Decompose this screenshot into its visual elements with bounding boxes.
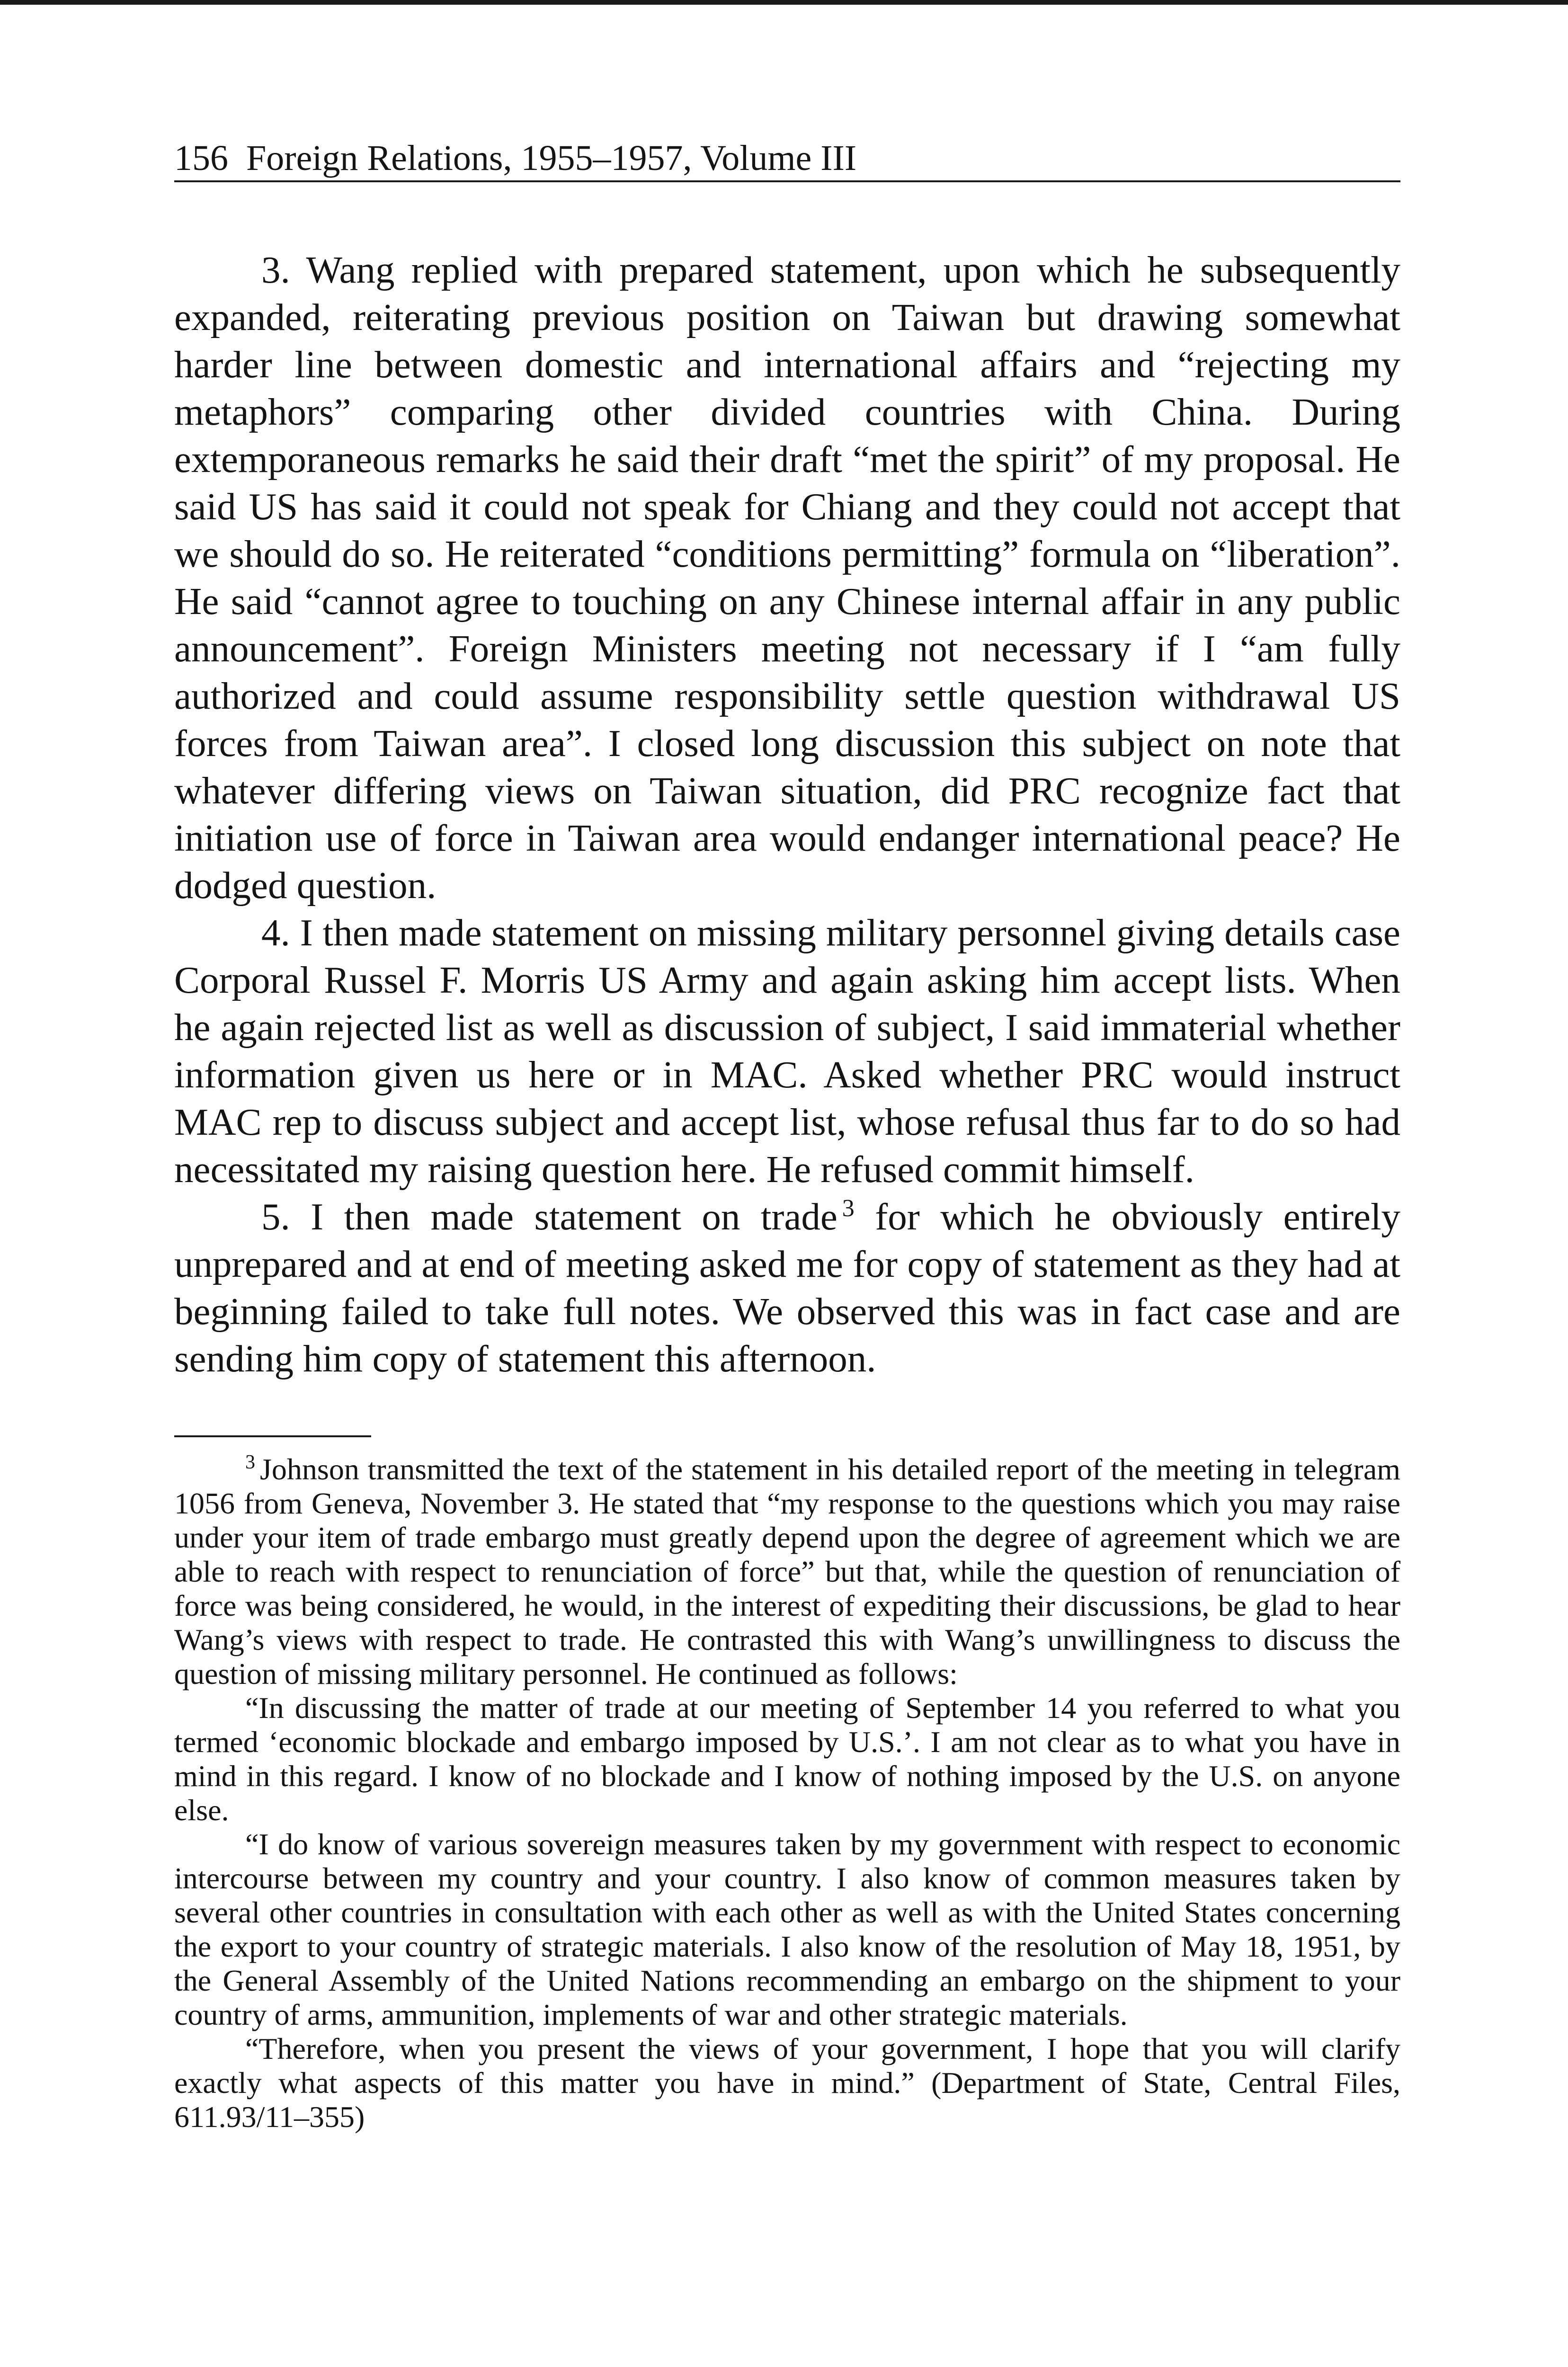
footnotes [174,1452,1400,2134]
paragraph-5-text-end: for which he obviously entirely unprepared and at end of meeting asked me for copy of statement as they had at beginning failed to take full notes. We observed this was in fact case and are sending him copy of statement this afternoon. [174,1195,1400,1380]
running-title: Foreign Relations, 1955–1957, Volume III [246,138,857,178]
footnote-3-paragraph-1 [174,1452,1400,1691]
footnote-separator [174,1435,371,1437]
footnote-reference: 3 [842,1194,855,1222]
paragraph-5 [174,1193,1400,1382]
paragraph-5-text-start: 5. I then made statement on trade [261,1195,837,1238]
footnote-3-paragraph-3: “I do know of various sovereign measures taken by my government with respect to economic intercourse between my country and your country. I also know of common measures taken by several other countries in consultation with each other as well as with the United States concerning the export to your country of strategic materials. I also know of the resolution of May 18, 1951, by the General Assembly of the United Nations recommending an embargo on the shipment to your country of arms, ammunition, implements of war and other strategic materials. [174,1827,1400,2031]
footnote-3-text: Johnson transmitted the text of the statement in his detailed report of the meeting in telegram 1056 from Geneva, November 3. He stated that “my response to the questions which you may raise under your item of trade embargo must greatly depend upon the degree of agreement which we are able to reach with respect to renunciation of force” but that, while the question of renunciation of force was being considered, he would, in the interest of expediting their discussions, be glad to hear Wang’s views with respect to trade. He contrasted this with Wang’s unwillingness to discuss the question of missing military personnel. He continued as follows: [174,1452,1400,1691]
footnote-3-paragraph-2: “In discussing the matter of trade at our meeting of September 14 you referred to what you termed ‘economic blockade and embargo imposed by U.S.’. I am not clear as to what you have in mind in this regard. I know of no blockade and I know of nothing imposed by the U.S. on anyone else. [174,1691,1400,1827]
paragraph-3: 3. Wang replied with prepared statement, upon which he subsequently expanded, reiterating previous position on Taiwan but drawing somewhat harder line between domestic and international affairs and “rejecting my metaphors” comparing other divided countries with China. During extemporaneous remarks he said their draft “met the spirit” of my proposal. He said US has said it could not speak for Chiang and they could not accept that we should do so. He reiterated “conditions permitting” formula on “liberation”. He said “cannot agree to touching on any Chinese internal affair in any public announcement”. Foreign Ministers meeting not necessary if I “am fully authorized and could assume responsibility settle question withdrawal US forces from Taiwan area”. I closed long discussion this subject on note that whatever differing views on Taiwan situation, did PRC recognize fact that initiation use of force in Taiwan area would endanger international peace? He dodged question. [174,248,1400,907]
page-number: 156 [174,138,228,178]
footnote-3-paragraph-4: “Therefore, when you present the views of your government, I hope that you will clarify exactly what aspects of this matter you have in mind.” (Department of State, Central Files, 611.93/11–355) [174,2031,1400,2134]
footnote-marker: 3 [245,1451,255,1474]
paragraph-4: 4. I then made statement on missing military personnel giving details case Corporal Russel F. Morris US Army and again asking him accept lists. When he again rejected list as well as discussion of subject, I said immaterial whether information given us here or in MAC. Asked whether PRC would instruct MAC rep to discuss subject and accept list, whose refusal thus far to do so had necessitated my raising question here. He refused commit himself. [174,911,1400,1191]
page-top-border [0,0,1568,5]
document-page [174,140,1400,2134]
running-header [174,140,1400,182]
body-text [174,246,1400,1382]
